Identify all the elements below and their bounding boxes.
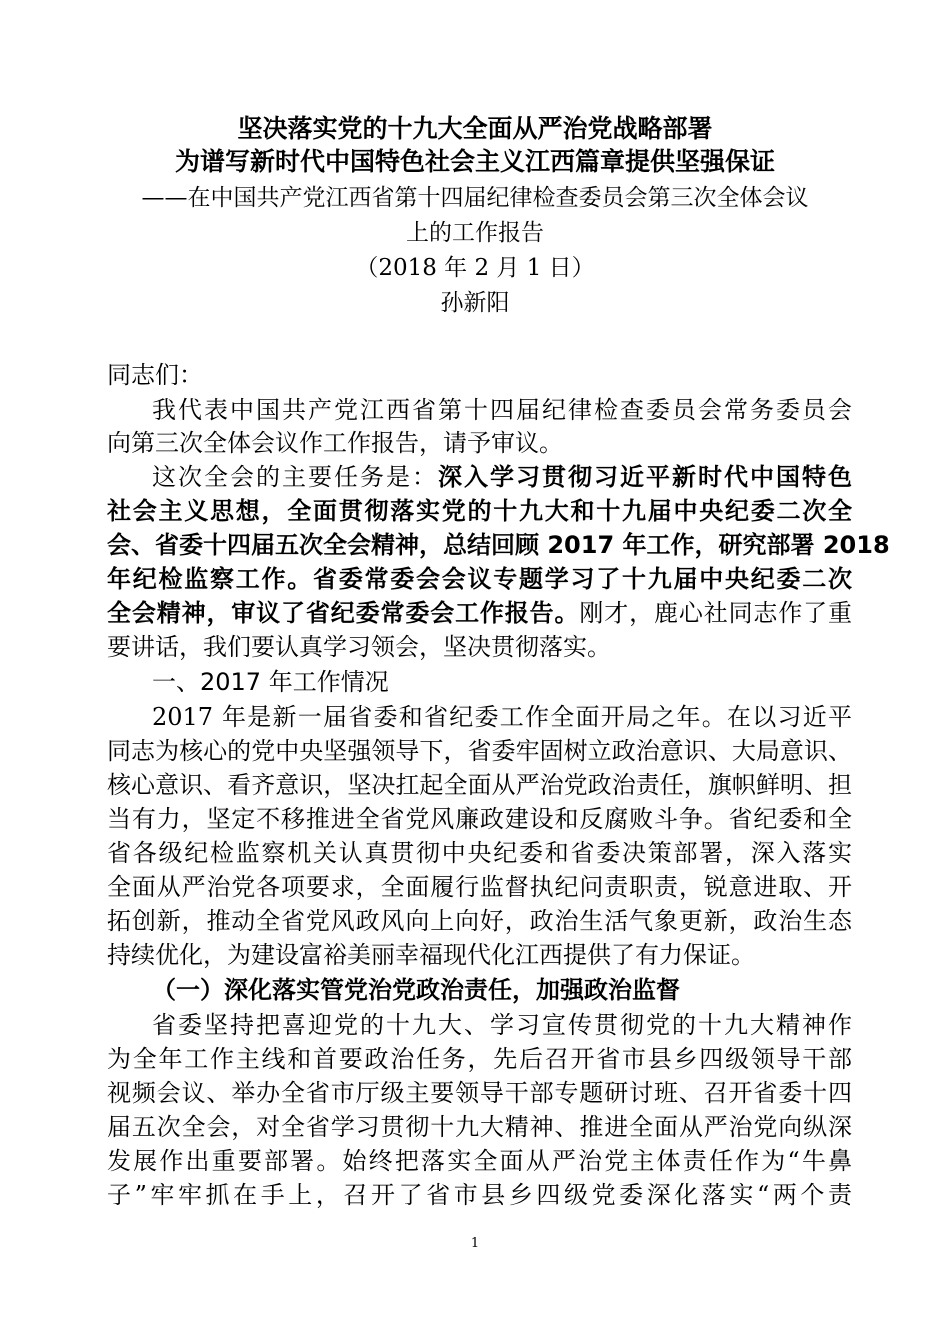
para2-bold-text: 全会精神，审议了省纪委常委会工作报告。 <box>107 599 580 627</box>
para4-line: 发展作出重要部署。始终把落实全面从严治党主体责任作为“牛鼻 <box>107 1147 852 1175</box>
report-date: （2018 年 2 月 1 日） <box>355 255 595 281</box>
para4-line: 子”牢牢抓在手上，召开了省市县乡四级党委深化落实“两个责 <box>107 1181 852 1209</box>
subtitle-line-1: ——在中国共产党江西省第十四届纪律检查委员会第三次全体会议 <box>141 185 809 211</box>
para2-bold-text: 深入学习贯彻习近平新时代中国特色 <box>438 463 852 491</box>
para3-line: 当有力，坚定不移推进全省党风廉政建设和反腐败斗争。省纪委和全 <box>107 805 852 833</box>
para4-line: 省委坚持把喜迎党的十九大、学习宣传贯彻党的十九大精神作 <box>152 1011 852 1039</box>
para4-line: 为全年工作主线和首要政治任务，先后召开省市县乡四级领导干部 <box>107 1045 852 1073</box>
para2-line: 要讲话，我们要认真学习领会，坚决贯彻落实。 <box>107 633 611 661</box>
para2-line: 会、省委十四届五次全会精神，总结回顾 2017 年工作，研究部署 2018 <box>107 531 890 559</box>
para2-normal-text: 刚才，鹿心社同志作了重 <box>579 599 853 627</box>
page-number: 1 <box>470 1236 480 1251</box>
title-line-2: 为谱写新时代中国特色社会主义江西篇章提供坚强保证 <box>174 147 775 176</box>
para2-normal-text: 这次全会的主要任务是： <box>152 463 438 491</box>
para3-line: 持续优化，为建设富裕美丽幸福现代化江西提供了有力保证。 <box>107 941 755 969</box>
para2-line: 社会主义思想，全面贯彻落实党的十九大和十九届中央纪委二次全 <box>107 497 852 525</box>
para3-line: 2017 年是新一届省委和省纪委工作全面开局之年。在以习近平 <box>152 703 852 731</box>
para1-line: 向第三次全体会议作工作报告，请予审议。 <box>107 429 563 457</box>
para3-line: 同志为核心的党中央坚强领导下，省委牢固树立政治意识、大局意识、 <box>107 737 852 765</box>
para4-line: 视频会议、举办全省市厅级主要领导干部专题研讨班、召开省委十四 <box>107 1079 852 1107</box>
author: 孙新阳 <box>440 290 510 316</box>
section-heading-2: （一）深化落实管党治党政治责任，加强政治监督 <box>152 976 680 1004</box>
para2-line <box>107 598 852 628</box>
title-line-1: 坚决落实党的十九大全面从严治党战略部署 <box>237 114 713 143</box>
para1-line: 我代表中国共产党江西省第十四届纪律检查委员会常务委员会 <box>152 396 852 424</box>
para3-line: 核心意识、看齐意识，坚决扛起全面从严治党政治责任，旗帜鲜明、担 <box>107 771 852 799</box>
para4-line: 届五次全会，对全省学习贯彻十九大精神、推进全面从严治党向纵深 <box>107 1113 852 1141</box>
para3-line: 拓创新，推动全省党风政风向上向好，政治生活气象更新，政治生态 <box>107 907 852 935</box>
para2-line <box>152 462 852 492</box>
para3-line: 全面从严治党各项要求，全面履行监督执纪问责职责，锐意进取、开 <box>107 873 852 901</box>
subtitle-line-2: 上的工作报告 <box>406 220 544 246</box>
para2-line: 年纪检监察工作。省委常委会会议专题学习了十九届中央纪委二次 <box>107 565 852 593</box>
salutation: 同志们： <box>107 361 203 389</box>
para3-line: 省各级纪检监察机关认真贯彻中央纪委和省委决策部署，深入落实 <box>107 839 852 867</box>
section-heading-1: 一、2017 年工作情况 <box>152 668 389 696</box>
